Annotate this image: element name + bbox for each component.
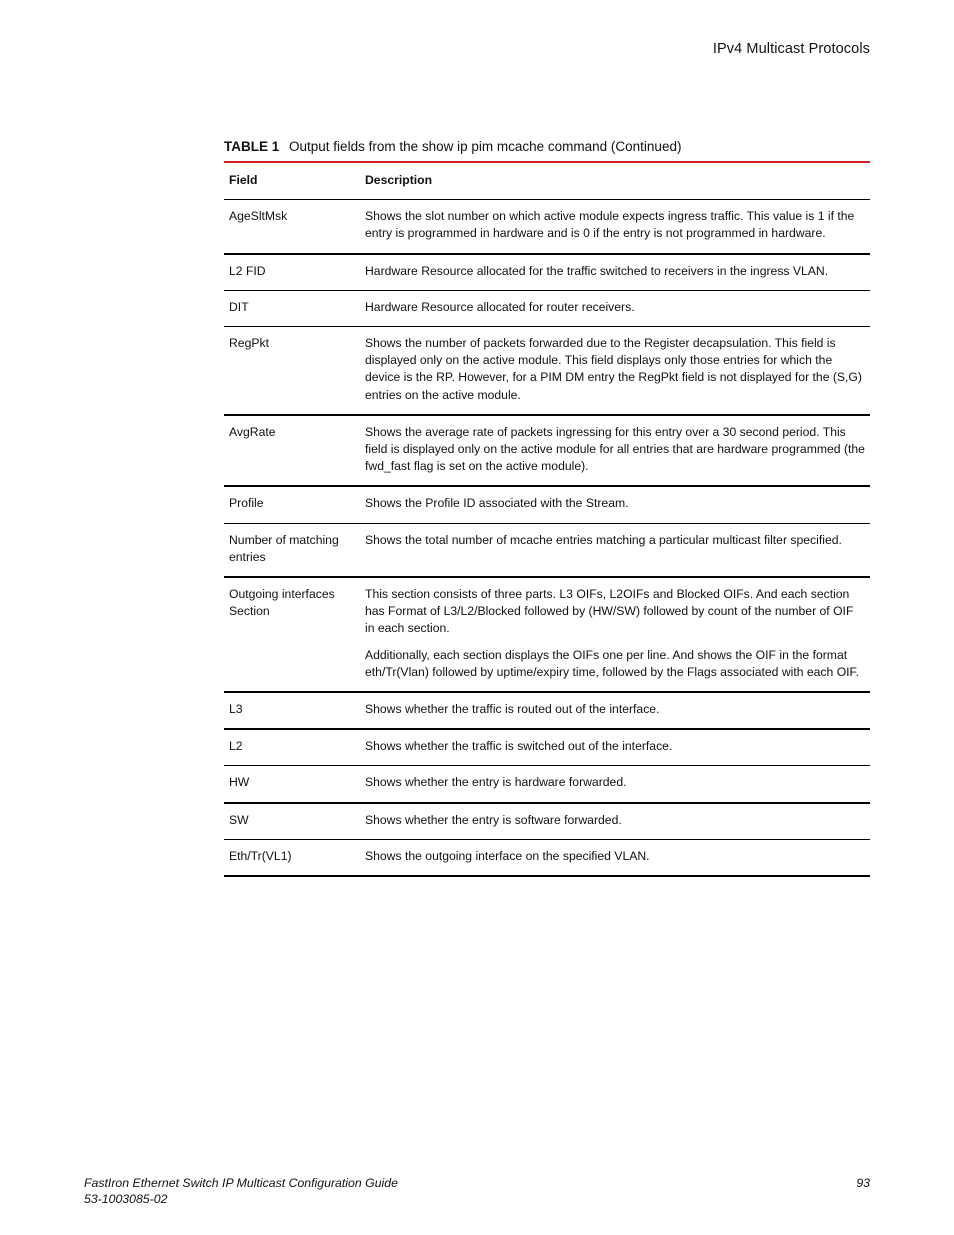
table-row xyxy=(224,803,870,840)
description-paragraph: Shows whether the traffic is routed out of the interface. xyxy=(365,702,660,717)
table-caption xyxy=(224,139,870,154)
table-cell-field: DIT xyxy=(224,290,360,326)
table-cell-field: L2 FID xyxy=(224,254,360,291)
description-paragraph: Hardware Resource allocated for the traffic switched to receivers in the ingress VLAN. xyxy=(365,263,829,278)
column-header-description: Description xyxy=(360,163,870,200)
description-paragraph: Shows the outgoing interface on the specified VLAN. xyxy=(365,848,650,863)
table-cell-description xyxy=(360,523,870,577)
table-cell-field: AvgRate xyxy=(224,415,360,487)
table-cell-field: Number of matching entries xyxy=(224,523,360,577)
description-paragraph: Hardware Resource allocated for router receivers. xyxy=(365,299,635,314)
table-cell-field: SW xyxy=(224,803,360,840)
table-cell-description xyxy=(360,839,870,876)
description-paragraph: Shows the average rate of packets ingressing for this entry over a 30 second period. This field is displayed only on the active module for all entries that are hardware programmed (the fwd_fast flag is set on the active module). xyxy=(365,424,865,474)
table-row xyxy=(224,839,870,876)
table-row xyxy=(224,290,870,326)
table-cell-description xyxy=(360,577,870,692)
table-cell-description xyxy=(360,729,870,766)
output-fields-table xyxy=(224,163,870,877)
description-paragraph: Shows the Profile ID associated with the Stream. xyxy=(365,496,629,511)
table-header-row xyxy=(224,163,870,200)
table-caption-text: Output fields from the show ip pim mcache command (Continued) xyxy=(289,139,682,154)
table-cell-description xyxy=(360,415,870,487)
table-cell-field: RegPkt xyxy=(224,327,360,415)
description-paragraph: Shows the number of packets forwarded due to the Register decapsulation. This field is displayed only on the active module. This field displays only those entries for which the device is the RP. However, for a PIM DM entry the RegPkt field is not displayed for the (S,G) entries on the active module. xyxy=(365,336,862,402)
table-row xyxy=(224,327,870,415)
table-cell-description xyxy=(360,254,870,291)
description-paragraph: Shows whether the entry is hardware forwarded. xyxy=(365,775,627,790)
description-paragraph: Shows whether the traffic is switched out of the interface. xyxy=(365,739,673,754)
table-row xyxy=(224,254,870,291)
table-cell-field: L2 xyxy=(224,729,360,766)
table-cell-field: AgeSltMsk xyxy=(224,200,360,254)
table-cell-description xyxy=(360,766,870,803)
table-row xyxy=(224,766,870,803)
running-header: IPv4 Multicast Protocols xyxy=(712,41,870,57)
table-cell-description xyxy=(360,692,870,729)
table-cell-field: L3 xyxy=(224,692,360,729)
footer-doc-number: 53-1003085-02 xyxy=(84,1192,168,1206)
table-row xyxy=(224,486,870,523)
table-cell-field: Eth/Tr(VL1) xyxy=(224,839,360,876)
table-row xyxy=(224,200,870,254)
table-row xyxy=(224,577,870,692)
table-cell-description xyxy=(360,290,870,326)
description-paragraph: Shows whether the entry is software forwarded. xyxy=(365,812,622,827)
description-paragraph: This section consists of three parts. L3 OIFs, L2OIFs and Blocked OIFs. And each section has Format of L3/L2/Blocked followed by (HW/SW) followed by count of the number of OIF in each section. xyxy=(365,587,854,636)
description-paragraph: Shows the total number of mcache entries matching a particular multicast filter specified. xyxy=(365,532,842,547)
table-body xyxy=(224,200,870,876)
table-row xyxy=(224,692,870,729)
footer-doc-title: FastIron Ethernet Switch IP Multicast Configuration Guide xyxy=(84,1176,398,1190)
table-row xyxy=(224,415,870,487)
table-row xyxy=(224,729,870,766)
description-paragraph: Additionally, each section displays the OIFs one per line. And shows the OIF in the format eth/Tr(Vlan) followed by uptime/expiry time, followed by the Flags associated with each OIF. xyxy=(365,647,860,679)
table-cell-description xyxy=(360,486,870,523)
table-cell-field: HW xyxy=(224,766,360,803)
footer-page-number: 93 xyxy=(856,1176,870,1190)
table-cell-description xyxy=(360,200,870,254)
table-row xyxy=(224,523,870,577)
table-cell-description xyxy=(360,327,870,415)
description-paragraph: Shows the slot number on which active module expects ingress traffic. This value is 1 if the entry is programmed in hardware and is 0 if the entry is not programmed in hardware. xyxy=(365,209,855,241)
table-cell-field: Outgoing interfaces Section xyxy=(224,577,360,692)
table-caption-label: TABLE 1 xyxy=(224,139,280,154)
footer-document-info xyxy=(84,1175,398,1207)
table-cell-field: Profile xyxy=(224,486,360,523)
column-header-field: Field xyxy=(224,163,360,200)
table-cell-description xyxy=(360,803,870,840)
